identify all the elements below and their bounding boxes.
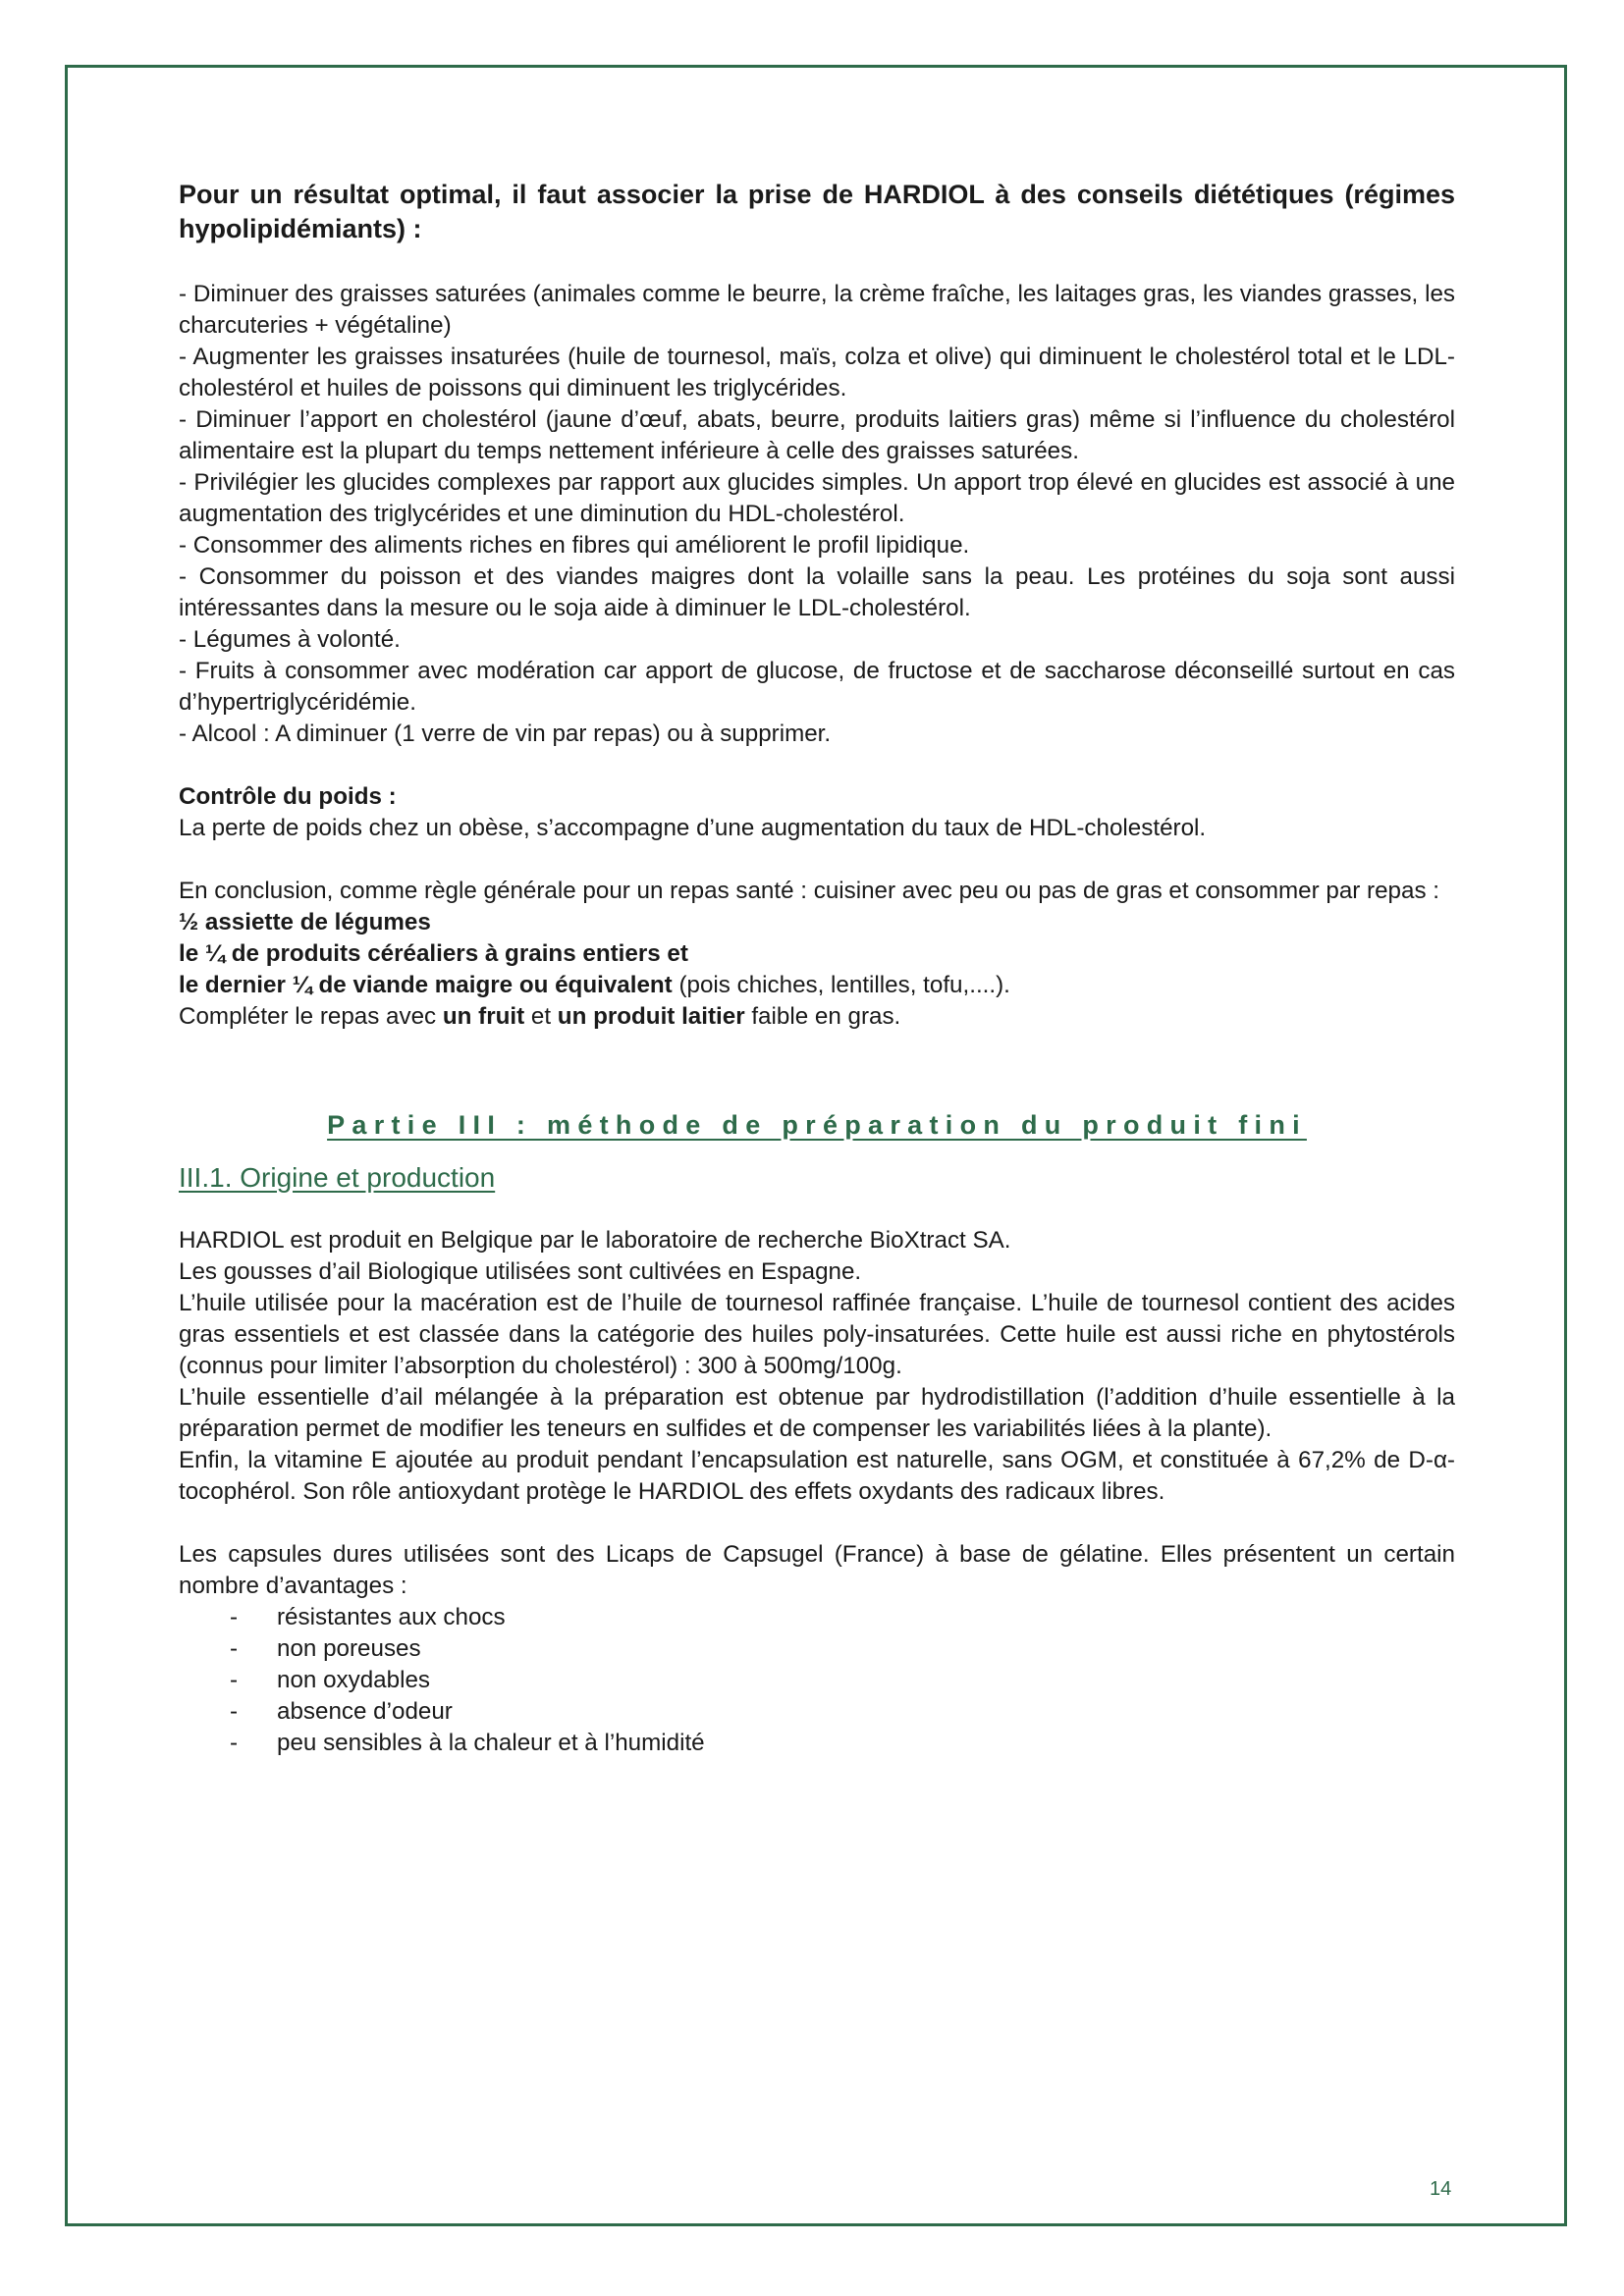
dash-bullet: - — [230, 1730, 239, 1756]
advice-item: - Alcool : A diminuer (1 verre de vin par repas) ou à supprimer. — [179, 721, 832, 747]
weight-text: La perte de poids chez un obèse, s’accompagne d’une augmentation du taux de HDL-cholestérol. — [179, 815, 1207, 841]
advice-item: - Légumes à volonté. — [179, 626, 401, 653]
conclusion-line-meat — [179, 970, 1455, 1001]
list-item-text: non poreuses — [277, 1635, 421, 1662]
weight-heading: Contrôle du poids : — [179, 783, 397, 810]
dash-bullet: - — [230, 1604, 239, 1630]
origin-paragraph: Enfin, la vitamine E ajoutée au produit pendant l’encapsulation est naturelle, sans OGM, et constituée à 67,2% de D-α-tocophérol. Son rôle antioxydant protège le HARDIOL des effets oxydants des radicaux libres. — [179, 1447, 1455, 1505]
dash-bullet: - — [230, 1635, 239, 1662]
conclusion-meat-bold: le dernier ¼ de viande maigre ou équivalent — [179, 972, 673, 998]
conclusion-line-cereals: le ¼ de produits céréaliers à grains entiers et — [179, 940, 688, 967]
list-item-text: non oxydables — [277, 1667, 430, 1693]
list-item — [179, 1728, 1455, 1759]
list-item-text: peu sensibles à la chaleur et à l’humidité — [277, 1730, 705, 1756]
conclusion-fruit: un fruit — [442, 1003, 525, 1030]
origin-paragraph: Les gousses d’ail Biologique utilisées sont cultivées en Espagne. — [179, 1258, 862, 1285]
list-item-text: résistantes aux chocs — [277, 1604, 506, 1630]
advice-item: - Consommer du poisson et des viandes maigres dont la volaille sans la peau. Les protéines du soja sont aussi intéressantes dans la mesure ou le soja aide à diminuer le LDL-cholestérol. — [179, 563, 1455, 621]
advice-item: - Diminuer des graisses saturées (animales comme le beurre, la crème fraîche, les laitages gras, les viandes grasses, les charcuteries + végétaline) — [179, 281, 1455, 339]
list-item — [179, 1602, 1455, 1633]
page-number: 14 — [1430, 2178, 1452, 2200]
conclusion-line-vegetables: ½ assiette de légumes — [179, 909, 431, 935]
dash-bullet: - — [230, 1667, 239, 1693]
list-item — [179, 1633, 1455, 1665]
conclusion-and: et — [524, 1003, 558, 1030]
origin-paragraph: L’huile essentielle d’ail mélangée à la préparation est obtenue par hydrodistillation (l’addition d’huile essentielle à la préparation permet de modifier les teneurs en sulfides et de compenser les variabilités liées à la plante). — [179, 1384, 1455, 1442]
conclusion-lowfat: faible en gras. — [744, 1003, 901, 1030]
list-item-text: absence d’odeur — [277, 1698, 453, 1725]
page-content — [179, 178, 1455, 1759]
part-title: Partie III : méthode de préparation du produit fini — [327, 1110, 1307, 1140]
advice-item: - Privilégier les glucides complexes par rapport aux glucides simples. Un apport trop élevé en glucides est associé à une augmentation des triglycérides et une diminution du HDL-cholestérol. — [179, 469, 1455, 527]
section-title: III.1. Origine et production — [179, 1162, 496, 1193]
conclusion-line-complete — [179, 1001, 1455, 1033]
conclusion-complete-text: Compléter le repas avec — [179, 1003, 443, 1030]
capsules-paragraph: Les capsules dures utilisées sont des Licaps de Capsugel (France) à base de gélatine. Elles présentent un certain nombre d’avantages : — [179, 1541, 1455, 1599]
advice-item: - Augmenter les graisses insaturées (huile de tournesol, maïs, colza et olive) qui diminuent le cholestérol total et le LDL-cholestérol et huiles de poissons qui diminuent les triglycérides. — [179, 344, 1455, 401]
conclusion-meat-rest: (pois chiches, lentilles, tofu,....). — [672, 972, 1010, 998]
origin-paragraph: L’huile utilisée pour la macération est de l’huile de tournesol raffinée française. L’huile de tournesol contient des acides gras essentiels et est classée dans la catégorie des huiles poly-insaturées. Cette huile est aussi riche en phytostérols (connus pour limiter l’absorption du cholestérol) : 300 à 500mg/100g. — [179, 1290, 1455, 1379]
advice-item: - Consommer des aliments riches en fibres qui améliorent le profil lipidique. — [179, 532, 970, 559]
advice-list — [179, 279, 1455, 750]
origin-paragraph: HARDIOL est produit en Belgique par le laboratoire de recherche BioXtract SA. — [179, 1227, 1011, 1254]
conclusion-intro: En conclusion, comme règle générale pour un repas santé : cuisiner avec peu ou pas de gras et consommer par repas : — [179, 878, 1439, 904]
list-item — [179, 1665, 1455, 1696]
advice-item: - Diminuer l’apport en cholestérol (jaune d’œuf, abats, beurre, produits laitiers gras) même si l’influence du cholestérol alimentaire est la plupart du temps nettement inférieure à celle des graisses saturées. — [179, 406, 1455, 464]
intro-heading: Pour un résultat optimal, il faut associer la prise de HARDIOL à des conseils diététiques (régimes hypolipidémiants) : — [179, 180, 1455, 243]
advice-item: - Fruits à consommer avec modération car apport de glucose, de fructose et de saccharose déconseillé surtout en cas d’hypertriglycéridémie. — [179, 658, 1455, 716]
advantages-list — [179, 1602, 1455, 1759]
list-item — [179, 1696, 1455, 1728]
conclusion-dairy: un produit laitier — [557, 1003, 745, 1030]
dash-bullet: - — [230, 1698, 239, 1725]
